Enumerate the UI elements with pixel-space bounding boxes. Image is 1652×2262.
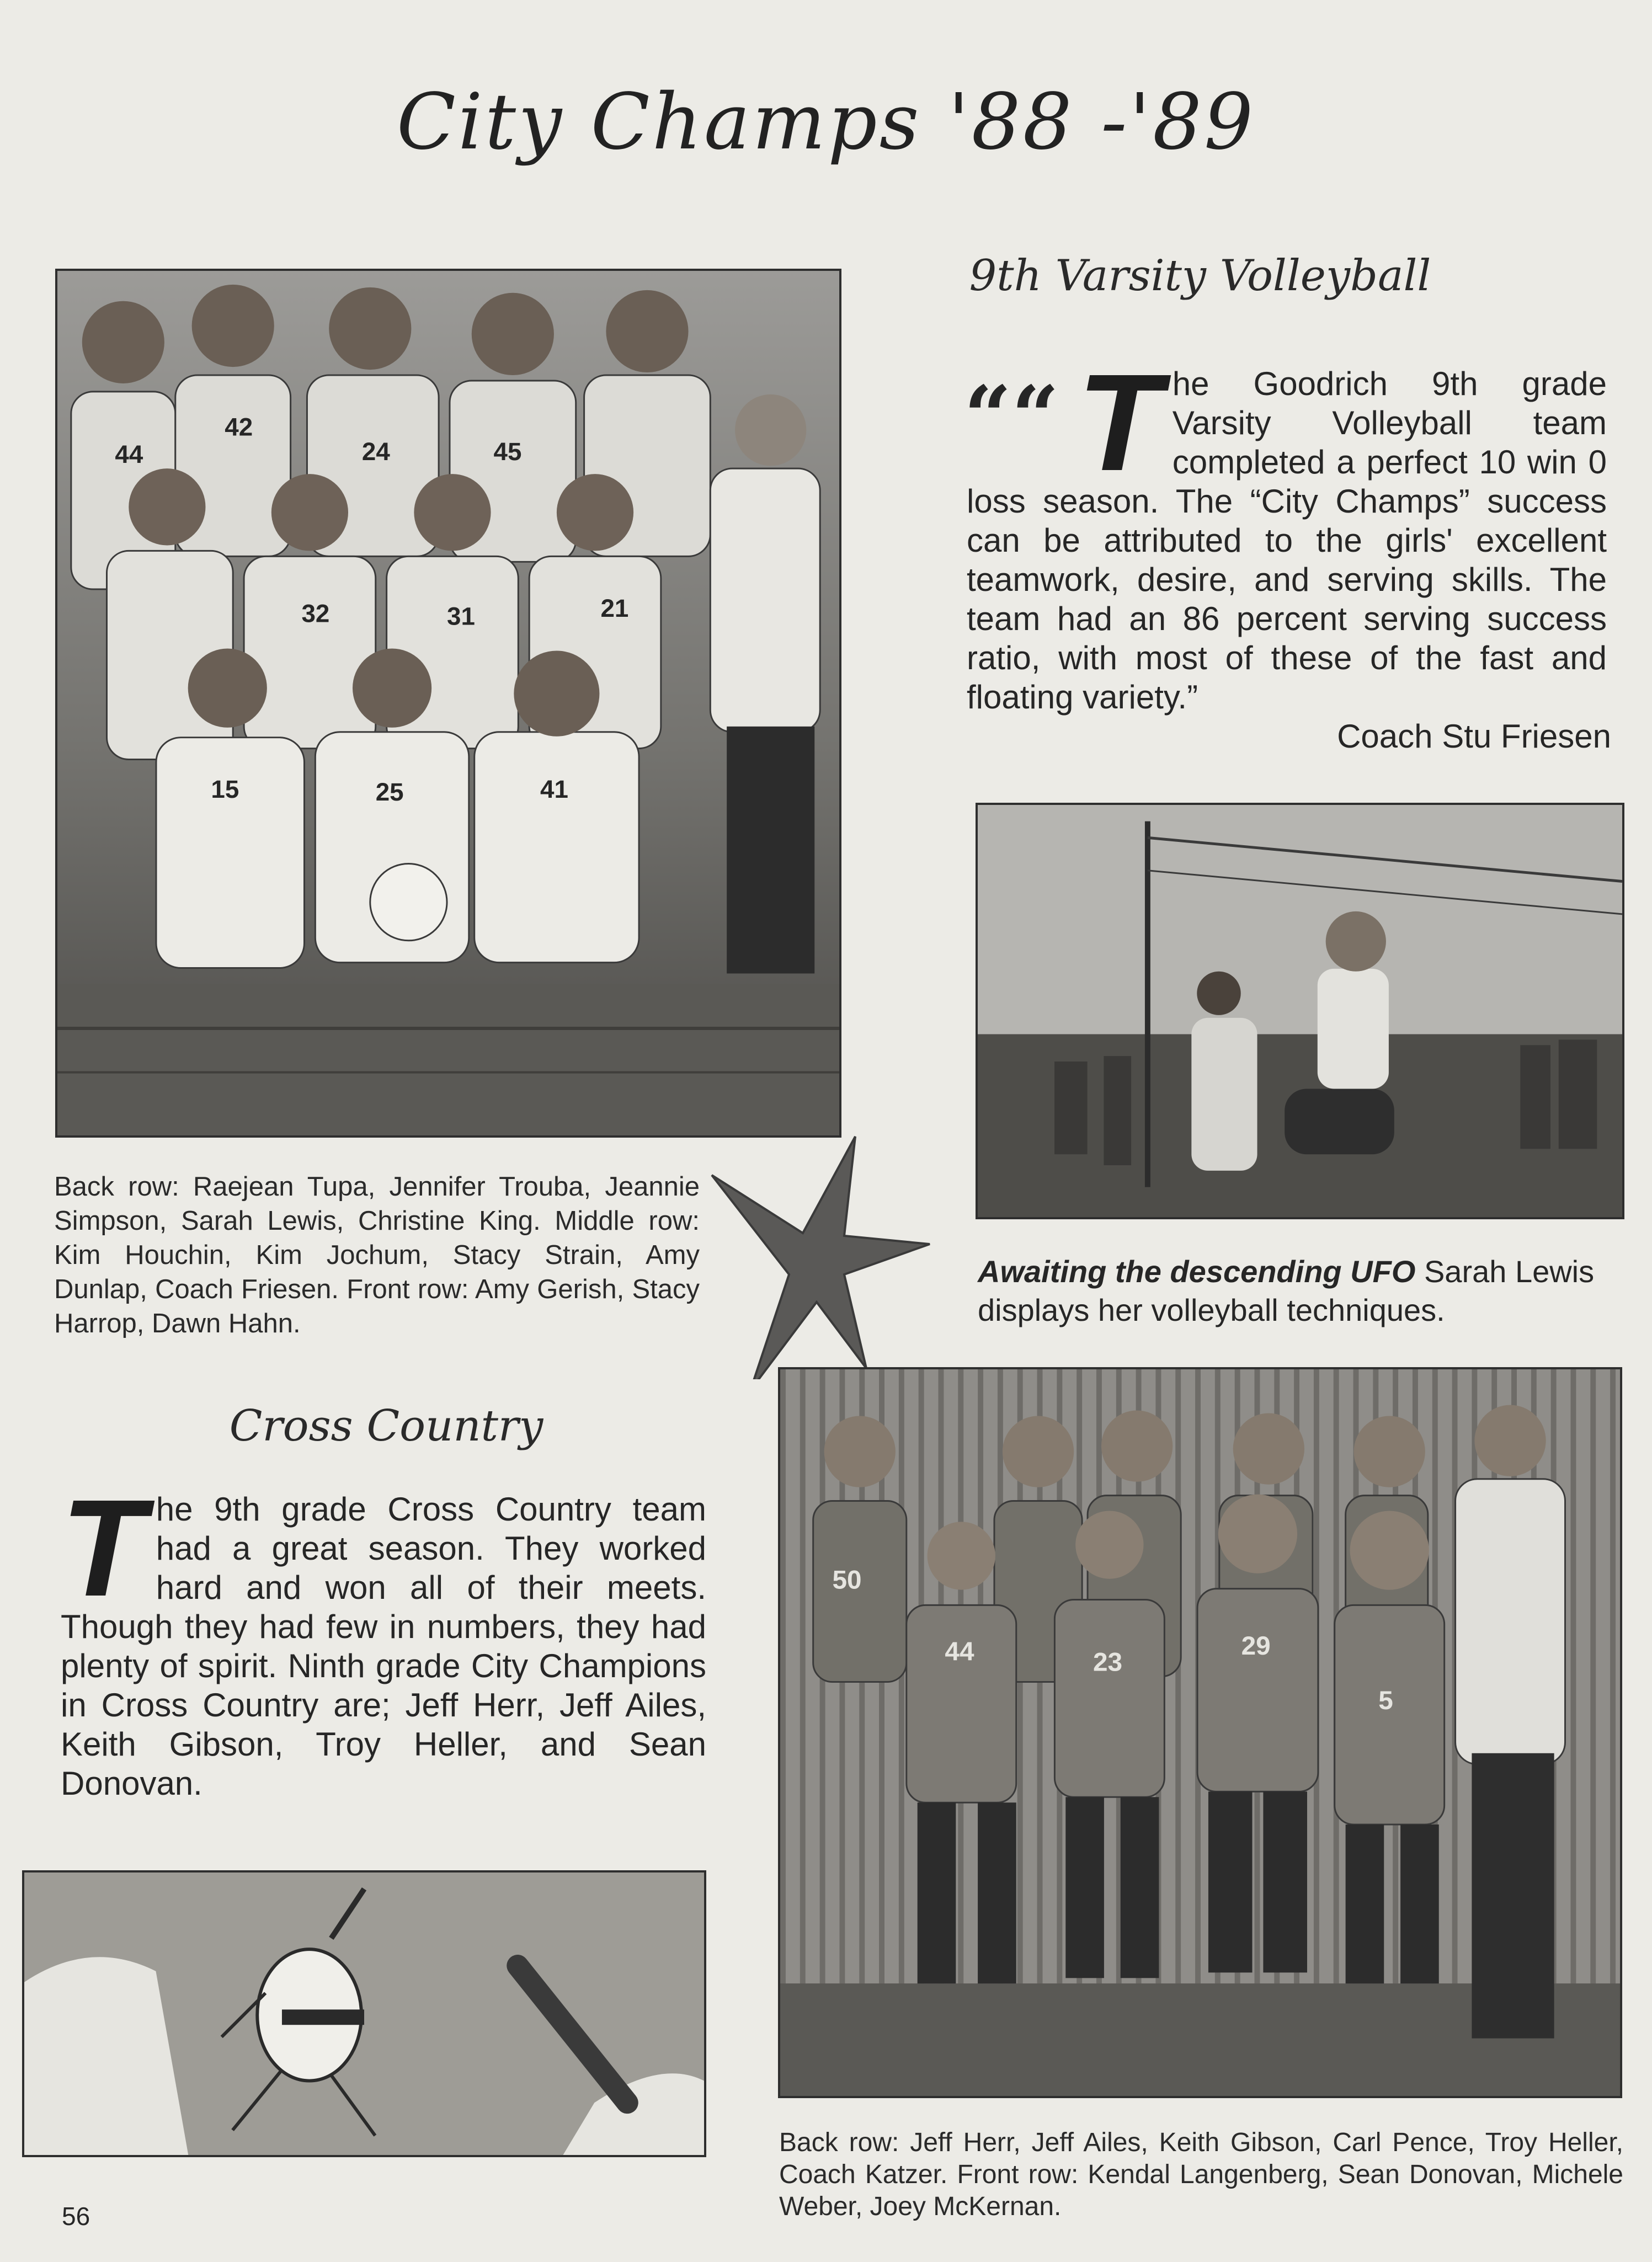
jersey-number: 42 (225, 413, 253, 441)
action-caption-text: Sarah Lewis displays her volleyball techniques. (978, 1254, 1595, 1327)
cross-country-heading: Cross Country (229, 1401, 543, 1451)
cross-country-team-caption: Back row: Jeff Herr, Jeff Ailes, Keith Gibson, Carl Pence, Troy Heller, Coach Katzer. Front row: Kendal Langenberg, Sean Donovan, Michele Weber, Joey McKernan. (779, 2128, 1623, 2221)
jersey-number: 44 (945, 1636, 974, 1666)
volleyball-team-caption: Back row: Raejean Tupa, Jennifer Trouba, Jeannie Simpson, Sarah Lewis, Christine King. Middle row: Kim Houchin, Kim Jochum, Stacy Strain, Amy Dunlap, Coach Friesen. Front row: Amy Gerish, Stacy Harrop, Dawn Hahn. (54, 1172, 700, 1338)
cross-country-dropcap: T (61, 1471, 145, 1625)
jersey-number: 5 (1378, 1686, 1393, 1716)
runner-drawing (22, 1870, 706, 2157)
jersey-number: 32 (301, 599, 330, 628)
cross-country-team-photo (778, 1367, 1622, 2098)
cross-country-text: he 9th grade Cross Country team had a great season. They worked hard and won all of their meets. Though they had few in numbers, they had plenty of spirit. Ninth grade City Champions in Cross Country are; Jeff Herr, Jeff Ailes, Keith Gibson, Troy Heller, and Sean Donovan. (61, 1491, 706, 1802)
action-caption-lead: Awaiting the descending UFO (978, 1254, 1416, 1289)
jersey-number: 23 (1093, 1647, 1123, 1677)
action-photo-caption (978, 1252, 1623, 1330)
volleyball-heading: 9th Varsity Volleyball (969, 251, 1431, 301)
jersey-number: 45 (493, 438, 522, 466)
volleyball-action-photo (976, 803, 1624, 1219)
jersey-number: 31 (447, 602, 475, 631)
jersey-number: 29 (1241, 1631, 1271, 1661)
star-drawing (706, 1125, 938, 1379)
jersey-number: 24 (361, 438, 390, 466)
cross-country-story (61, 1471, 706, 1803)
jersey-number: 21 (600, 594, 629, 622)
quote-text: he Goodrich 9th grade Varsity Volleyball team completed a perfect 10 win 0 loss season. The “City Champs” success can be attributed to the girls' excellent teamwork, desire, and serving skills. The team had an 86 percent serving success ratio, with most of these of the fast and floating variety.” (967, 365, 1607, 716)
quote-open-mark: ““ (964, 368, 1059, 465)
quote-dropcap: T (1077, 345, 1161, 499)
jersey-number: 41 (540, 775, 568, 804)
volleyball-quote (964, 345, 1607, 717)
volleyball-team-photo (55, 269, 841, 1138)
page-number: 56 (62, 2202, 90, 2231)
quote-byline: Coach Stu Friesen (1337, 718, 1611, 755)
jersey-number: 15 (211, 775, 239, 804)
page-title: City Champs '88 -'89 (396, 77, 1256, 167)
jersey-number: 25 (375, 778, 404, 807)
jersey-number: 50 (832, 1565, 862, 1595)
jersey-number: 44 (115, 440, 143, 469)
